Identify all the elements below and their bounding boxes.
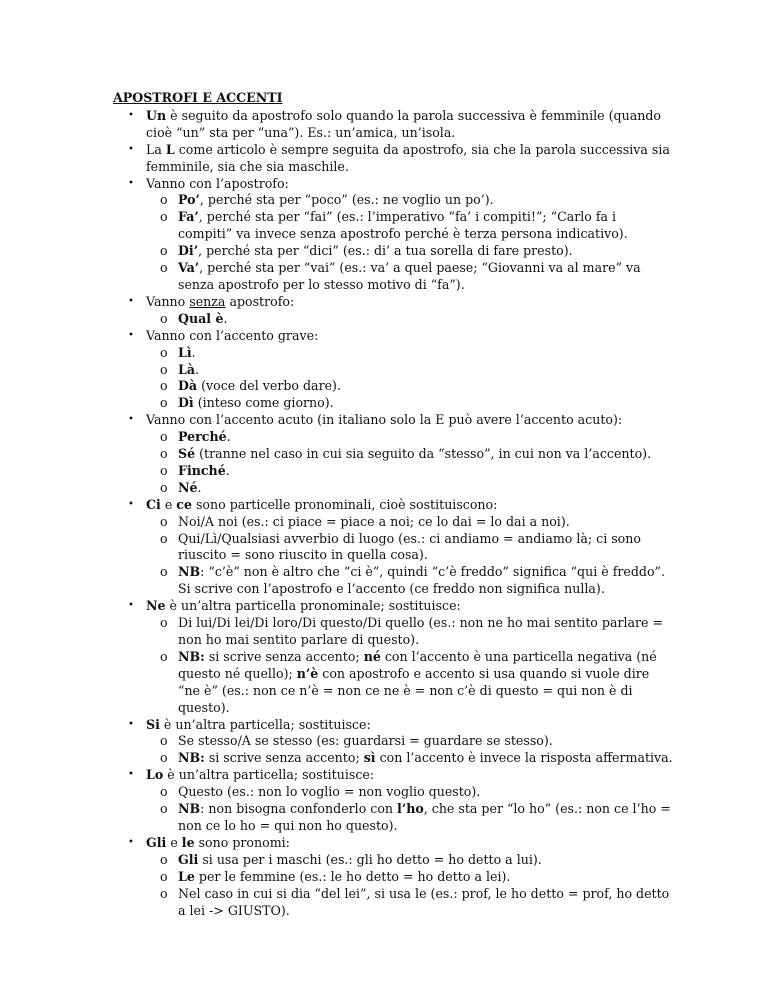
bullet-icon: • [128, 498, 134, 510]
text-run: con l’accento è invece la risposta affermativa. [375, 750, 673, 766]
sub-list-item [146, 514, 673, 531]
text-run: . [225, 462, 230, 478]
circle-bullet-icon: o [160, 885, 168, 901]
text-run: La [146, 141, 166, 157]
bold-term: l’ho [397, 801, 424, 817]
sub-list-item [146, 345, 673, 362]
text-run: sono pronomi: [194, 834, 290, 850]
sub-list-item [146, 750, 673, 767]
sub-list-item-text [178, 429, 231, 444]
text-run: . [197, 479, 202, 495]
circle-bullet-icon: o [160, 750, 168, 766]
sub-list-item [146, 531, 673, 565]
bold-term: sì [363, 750, 376, 766]
bold-term: Né [178, 479, 198, 495]
text-run: come articolo è sempre seguita da apostrofo, sia che la parola successiva sia femminile, sia che sia maschile. [146, 141, 670, 174]
bold-term: Dì [178, 395, 194, 411]
list-item [113, 142, 673, 176]
text-run: sono particelle pronominali, cioè sostituiscono: [191, 496, 498, 512]
text-run: : non bisogna confonderlo con [200, 801, 398, 817]
list-item-text [146, 767, 374, 782]
text-run: Vanno con l’accento grave: [146, 327, 319, 343]
circle-bullet-icon: o [160, 429, 168, 445]
sub-list-item-text [178, 886, 669, 918]
text-run: (inteso come giorno). [193, 395, 334, 411]
bullet-icon: • [128, 329, 134, 341]
text-run: Nel caso in cui si dia “del lei”, si usa le (es.: prof, le ho detto = prof, ho detto a lei -> GIUSTO). [178, 885, 670, 918]
sub-list-item-text [178, 733, 553, 748]
bold-term: Di’ [178, 243, 199, 259]
sub-list-item-text [178, 243, 573, 258]
bold-term: Va’ [178, 260, 200, 276]
circle-bullet-icon: o [160, 462, 168, 478]
list-item-text [146, 176, 289, 191]
text-run: si scrive senza accento; [204, 750, 364, 766]
sub-list-item-text [178, 345, 196, 360]
bullet-icon: • [128, 836, 134, 848]
sub-list-item-text [178, 192, 494, 207]
text-run: (voce del verbo dare). [197, 378, 341, 394]
sub-list-item-text [178, 446, 651, 461]
text-run: con apostrofo e accento si usa quando si vuole dire “ne è” (es.: non ce n’è = non ce ne è = non c’è di questo = qui non è di questo). [178, 665, 650, 715]
text-run: : “c’è” non è altro che “ci è”, quindi “c’è freddo” significa “qui è freddo”. Si scrive con l’apostrofo e l’accento (ce freddo non significa nulla). [178, 564, 665, 597]
sub-list-item [146, 649, 673, 717]
sub-list-item [146, 395, 673, 412]
bold-term: Lì [178, 344, 192, 360]
text-run: si scrive senza accento; [204, 648, 364, 664]
bold-term: NB: [178, 648, 205, 664]
list-item [113, 412, 673, 429]
sub-list [113, 192, 673, 293]
sub-list-item-text [178, 395, 334, 410]
list-item [113, 717, 673, 734]
sub-list-item-text [178, 463, 230, 478]
text-run: (tranne nel caso in cui sia seguito da “stesso”, in cui non va l’accento). [195, 446, 652, 462]
circle-bullet-icon: o [160, 801, 168, 817]
list-item [113, 108, 673, 142]
text-run: è un’altra particella; sostituisce: [163, 767, 375, 783]
text-run: Vanno con l’apostrofo: [146, 175, 289, 191]
bold-term: Si [146, 716, 160, 732]
circle-bullet-icon: o [160, 479, 168, 495]
circle-bullet-icon: o [160, 868, 168, 884]
text-run: , perché sta per “vai” (es.: va’ a quel paese; “Giovanni va al mare” va senza apostrofo per lo stesso motivo di “fa”). [178, 260, 641, 292]
bold-term: le [181, 834, 195, 850]
bullet-icon: • [128, 600, 134, 612]
bold-term: ce [176, 496, 192, 512]
text-run: e [166, 834, 182, 850]
sub-list [113, 733, 673, 767]
text-run: . [226, 429, 231, 445]
list-item-text [146, 835, 290, 850]
bold-term: Lo [146, 767, 164, 783]
sub-list [113, 784, 673, 835]
text-run: Noi/A noi (es.: ci piace = piace a noi; ce lo dai = lo dai a noi). [178, 513, 570, 529]
sub-list [113, 345, 673, 413]
list-item-text [146, 412, 622, 427]
text-run: , perché sta per “poco” (es.: ne voglio un po’). [199, 192, 494, 208]
circle-bullet-icon: o [160, 361, 168, 377]
bold-term: Perché [178, 429, 227, 445]
bullet-icon: • [128, 177, 134, 189]
sub-list-item [146, 429, 673, 446]
list-item [113, 767, 673, 784]
bold-term: Ne [146, 598, 166, 614]
sub-list-item-text [178, 531, 641, 563]
circle-bullet-icon: o [160, 446, 168, 462]
text-run: Se stesso/A se stesso (es: guardarsi = guardare se stesso). [178, 733, 553, 749]
sub-list-item-text [178, 260, 641, 292]
text-run: . [223, 310, 228, 326]
document-body [113, 90, 673, 919]
sub-list-item-text [178, 784, 480, 799]
text-run: . [191, 344, 196, 360]
sub-list [113, 311, 673, 328]
circle-bullet-icon: o [160, 344, 168, 360]
page-title: APOSTROFI E ACCENTI [113, 90, 283, 105]
sub-list-item [146, 209, 673, 243]
text-run: e [160, 496, 177, 512]
bold-term: NB [178, 801, 201, 817]
bold-term: Le [178, 868, 195, 884]
sub-list-item-text [178, 801, 671, 833]
bullet-icon: • [128, 769, 134, 781]
sub-list-item-text [178, 480, 202, 495]
text-run: Questo (es.: non lo voglio = non voglio questo). [178, 784, 481, 800]
bold-term: Un [146, 107, 167, 123]
sub-list-item [146, 260, 673, 294]
circle-bullet-icon: o [160, 615, 168, 631]
sub-list [113, 514, 673, 599]
circle-bullet-icon: o [160, 513, 168, 529]
sub-list-item-text [178, 852, 542, 867]
list-item-text [146, 108, 661, 140]
main-list [113, 108, 673, 920]
text-run: , perché sta per “fai” (es.: l’imperativo “fa’ i compiti!”; “Carlo fa i compiti” va invece senza apostrofo perché è terza persona indicativo). [178, 209, 628, 242]
text-run: si usa per i maschi (es.: gli ho detto = ho detto a lui). [198, 851, 542, 867]
text-run: . [195, 361, 200, 377]
circle-bullet-icon: o [160, 209, 168, 225]
bold-term: Qual è [178, 310, 224, 326]
bold-term: n’è [296, 665, 319, 681]
sub-list-item [146, 463, 673, 480]
sub-list-item [146, 869, 673, 886]
text-run: , che sta per “lo ho” (es.: non ce l’ho = non ce lo ho = qui non ho questo). [178, 801, 671, 833]
sub-list-item-text [178, 615, 663, 647]
list-item [113, 328, 673, 345]
list-item [113, 294, 673, 311]
sub-list-item [146, 362, 673, 379]
list-item [113, 835, 673, 852]
sub-list [113, 615, 673, 716]
sub-list-item-text [178, 362, 199, 377]
sub-list-item [146, 615, 673, 649]
text-run: è un’altra particella; sostituisce: [159, 716, 371, 732]
list-item-text [146, 294, 294, 309]
sub-list-item [146, 733, 673, 750]
circle-bullet-icon: o [160, 310, 168, 326]
list-item [113, 598, 673, 615]
bold-term: Ci [146, 496, 161, 512]
sub-list-item-text [178, 649, 657, 715]
text-run: con l’accento è una particella negativa (né questo né quello); [178, 648, 657, 681]
circle-bullet-icon: o [160, 784, 168, 800]
bullet-icon: • [128, 414, 134, 426]
sub-list-item [146, 886, 673, 920]
sub-list-item [146, 564, 673, 598]
bold-term: né [363, 648, 381, 664]
sub-list-item-text [178, 514, 570, 529]
sub-list-item-text [178, 869, 510, 884]
circle-bullet-icon: o [160, 395, 168, 411]
sub-list-item-text [178, 750, 673, 765]
sub-list [113, 852, 673, 920]
text-run: è seguito da apostrofo solo quando la parola successiva è femminile (quando cioè “un” sta per “una”). Es.: un’amica, un’isola. [146, 107, 661, 140]
circle-bullet-icon: o [160, 260, 168, 276]
bullet-icon: • [128, 295, 134, 307]
sub-list-item [146, 243, 673, 260]
text-run: Qui/Lì/Qualsiasi avverbio di luogo (es.: ci andiamo = andiamo là; ci sono riuscito = sono riuscito in quella cosa). [178, 530, 641, 563]
sub-list-item [146, 446, 673, 463]
text-run: apostrofo: [225, 293, 295, 309]
bold-term: NB: [178, 750, 205, 766]
bullet-icon: • [128, 143, 134, 155]
list-item-text [146, 328, 318, 343]
bold-term: Finché [178, 462, 226, 478]
circle-bullet-icon: o [160, 530, 168, 546]
bold-term: Fa’ [178, 209, 199, 225]
bold-term: Dà [178, 378, 198, 394]
circle-bullet-icon: o [160, 378, 168, 394]
sub-list-item [146, 311, 673, 328]
sub-list-item [146, 801, 673, 835]
sub-list-item-text [178, 564, 665, 596]
sub-list-item [146, 378, 673, 395]
list-item-text [146, 717, 371, 732]
list-item-text [146, 497, 497, 512]
circle-bullet-icon: o [160, 648, 168, 664]
sub-list-item-text [178, 209, 628, 241]
text-run: Vanno con l’accento acuto (in italiano solo la E può avere l’accento acuto): [146, 412, 623, 428]
bullet-icon: • [128, 718, 134, 730]
underlined-text: senza [189, 293, 226, 309]
text-run: Vanno [146, 293, 190, 309]
bold-term: L [165, 141, 175, 157]
list-item-text [146, 598, 461, 613]
bold-term: Là [178, 361, 196, 377]
sub-list-item [146, 480, 673, 497]
circle-bullet-icon: o [160, 192, 168, 208]
sub-list-item-text [178, 311, 227, 326]
text-run: , perché sta per “dici” (es.: di’ a tua sorella di fare presto). [198, 243, 573, 259]
circle-bullet-icon: o [160, 733, 168, 749]
list-item [113, 176, 673, 193]
list-item-text [146, 142, 670, 174]
list-item [113, 497, 673, 514]
text-run: è un’altra particella pronominale; sostituisce: [165, 598, 461, 614]
sub-list-item [146, 784, 673, 801]
circle-bullet-icon: o [160, 851, 168, 867]
circle-bullet-icon: o [160, 243, 168, 259]
bold-term: Po’ [178, 192, 200, 208]
circle-bullet-icon: o [160, 564, 168, 580]
bold-term: Gli [146, 834, 167, 850]
bold-term: NB [178, 564, 201, 580]
sub-list-item [146, 852, 673, 869]
text-run: Di lui/Di lei/Di loro/Di questo/Di quello (es.: non ne ho mai sentito parlare = non ho mai sentito parlare di questo). [178, 615, 664, 647]
sub-list [113, 429, 673, 497]
text-run: per le femmine (es.: le ho detto = ho detto a lei). [194, 868, 511, 884]
bold-term: Sé [178, 446, 196, 462]
sub-list-item [146, 192, 673, 209]
sub-list-item-text [178, 378, 341, 393]
bullet-icon: • [128, 109, 134, 121]
bold-term: Gli [178, 851, 199, 867]
